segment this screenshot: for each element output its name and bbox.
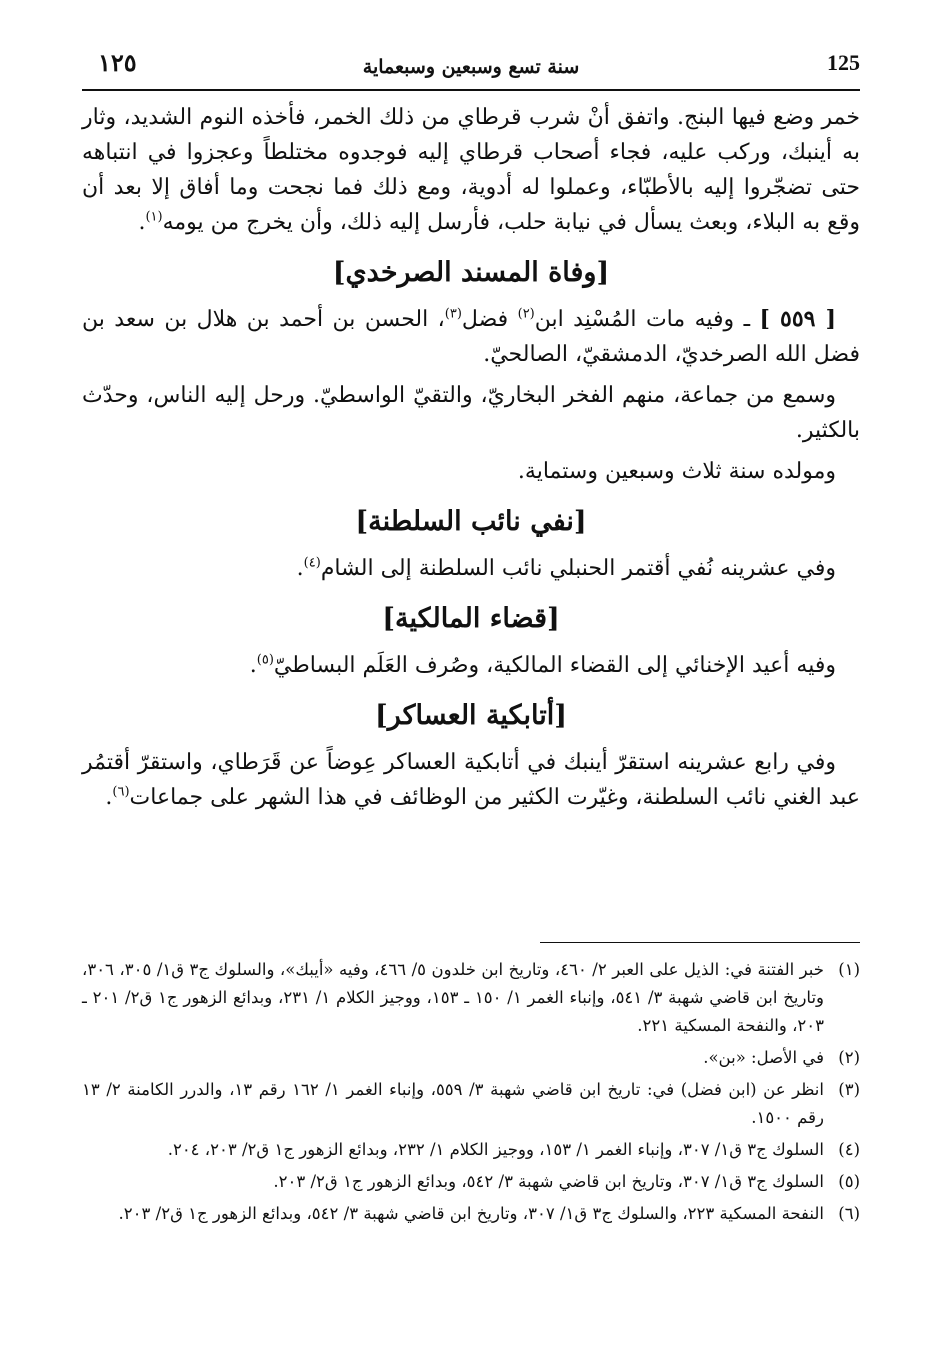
maliki-text: وفيه أعيد الإخنائي إلى القضاء المالكية، وصُرف العَلَم البساطيّ [273, 653, 836, 678]
exile-end: . [296, 556, 304, 581]
entry-text-a: ـ وفيه مات المُسْنِد ابن [534, 307, 751, 332]
intro-end: . [138, 210, 146, 235]
footnote-item [82, 1044, 860, 1072]
section-heading-death-of-musnid: [وفاة المسند الصرخدي] [332, 257, 610, 288]
footnote-mark: (٦) [838, 1204, 860, 1223]
footnote-text: خبر الفتنة في: الذيل على العبر ٢/ ٤٦٠، وتاريخ ابن خلدون ٥/ ٤٦٦، وفيه «أيبك»، والسلوك ج٣ ق١/ ٣٠٥، ٣٠٦، وتاريخ ابن قاضي شهبة ٣/ ٥٤١، وإنباء الغمر ١/ ١٥٠ ـ ١٥٣، ووجيز الكلام ١/ ٢٣١، وبدائع الزهور ج١ ق٢/ ٢٠١ ـ ٢٠٣، والنفحة المسكية ٢٢١. [82, 960, 825, 1035]
footnote-item [82, 1076, 860, 1132]
exile-text: وفي عشرينه نُفي أقتمر الحنبلي نائب السلطنة إلى الشام [320, 556, 836, 581]
section-heading-maliki-judgeship: [قضاء المالكية] [382, 603, 560, 634]
footnote-rule [540, 942, 860, 943]
footnote-ref-2: (٢) [517, 306, 535, 322]
footnote-mark: (٣) [838, 1080, 860, 1099]
footnote-text: في الأصل: «بن». [703, 1048, 824, 1067]
page-header [82, 48, 860, 88]
footnote-ref-5: (٥) [256, 652, 274, 668]
entry-text-b: فضل [461, 307, 518, 332]
atabeg-end: . [105, 785, 113, 810]
footnote-item [82, 1168, 860, 1196]
footnote-text: السلوك ج٣ ق١/ ٣٠٧، وتاريخ ابن قاضي شهبة ٣/ ٥٤٢، وبدائع الزهور ج١ ق٢/ ٢٠٣. [273, 1172, 824, 1191]
header-rule [82, 89, 860, 91]
footnote-item [82, 1136, 860, 1164]
section-heading-atabeg: [أتابكية العساكر] [374, 700, 568, 731]
entry-559-paragraph [82, 302, 860, 372]
main-text [82, 100, 860, 815]
footnote-ref-1: (١) [145, 209, 163, 225]
entry-559-teachers: وسمع من جماعة، منهم الفخر البخاريّ، والتقيّ الواسطيّ. ورحل إليه الناس، وحدّث بالكثير. [82, 383, 860, 443]
maliki-end: . [249, 653, 257, 678]
footnotes [82, 956, 860, 1232]
footnote-mark: (٢) [838, 1048, 860, 1067]
footnote-item [82, 956, 860, 1040]
atabeg-text: وفي رابع عشرينه استقرّ أينبك في أتابكية العساكر عِوضاً عن قَرَطاي، واستقرّ أقتمُر عبد الغني نائب السلطنة، وغيّرت الكثير من الوظائف في هذا الشهر على جماعات [82, 750, 860, 810]
entry-number: [ ٥٥٩ ] [759, 306, 836, 332]
entry-559-birth: ومولده سنة ثلاث وسبعين وستماية. [517, 459, 836, 484]
page-number-latin: 125 [827, 50, 860, 75]
exile-paragraph [82, 551, 860, 586]
footnote-ref-4: (٤) [303, 555, 321, 571]
footnote-text: انظر عن (ابن فضل) في: تاريخ ابن قاضي شهبة ٣/ ٥٥٩، وإنباء الغمر ١/ ١٦٢ رقم ١٣، والدرر الكامنة ٢/ ١٣ رقم ١٥٠٠. [82, 1080, 824, 1127]
footnote-ref-3: (٣) [444, 306, 462, 322]
maliki-paragraph [82, 648, 860, 683]
section-heading-exile: [نفي نائب السلطنة] [355, 506, 587, 537]
footnote-text: السلوك ج٣ ق١/ ٣٠٧، وإنباء الغمر ١/ ١٥٣، ووجيز الكلام ١/ ٢٣٢، وبدائع الزهور ج١ ق٢/ ٢٠٣، ٢٠٤. [167, 1140, 824, 1159]
footnote-text: النفحة المسكية ٢٢٣، والسلوك ج٣ ق١/ ٣٠٧، وتاريخ ابن قاضي شهبة ٣/ ٥٤٢، وبدائع الزهور ج١ ق٢/ ٢٠٣. [118, 1204, 824, 1223]
footnote-mark: (٤) [838, 1140, 860, 1159]
intro-text: خمر وضع فيها البنج. واتفق أنْ شرب قرطاي من ذلك الخمر، فأخذه النوم الشديد، وثار به أينبك، وركب عليه، فجاء أصحاب قرطاي إليه فوجدوه مختلطاً وعجزوا في انتباهه حتى تضجّروا إليه بالأطبّاء، وعملوا له أدوية، ومع ذلك فما نجحت وما أفاق إلا بعد أن وقع به البلاء، وبعث يسأل في نيابة حلب، فأرسل إليه ذلك، وأن يخرج من يومه [82, 105, 860, 235]
footnote-ref-6: (٦) [112, 784, 130, 800]
footnote-item [82, 1200, 860, 1228]
footnote-mark: (٥) [838, 1172, 860, 1191]
running-title: سنة تسع وسبعين وسبعماية [362, 56, 580, 78]
atabeg-paragraph [82, 745, 860, 815]
page-number-arabic: ١٢٥ [98, 48, 137, 77]
footnote-mark: (١) [838, 960, 860, 979]
intro-paragraph [82, 100, 860, 240]
entry-text-c: ، الحسن بن أحمد بن هلال بن سعد بن فضل الله الصرخديّ، الدمشقيّ، الصالحيّ. [82, 307, 860, 367]
